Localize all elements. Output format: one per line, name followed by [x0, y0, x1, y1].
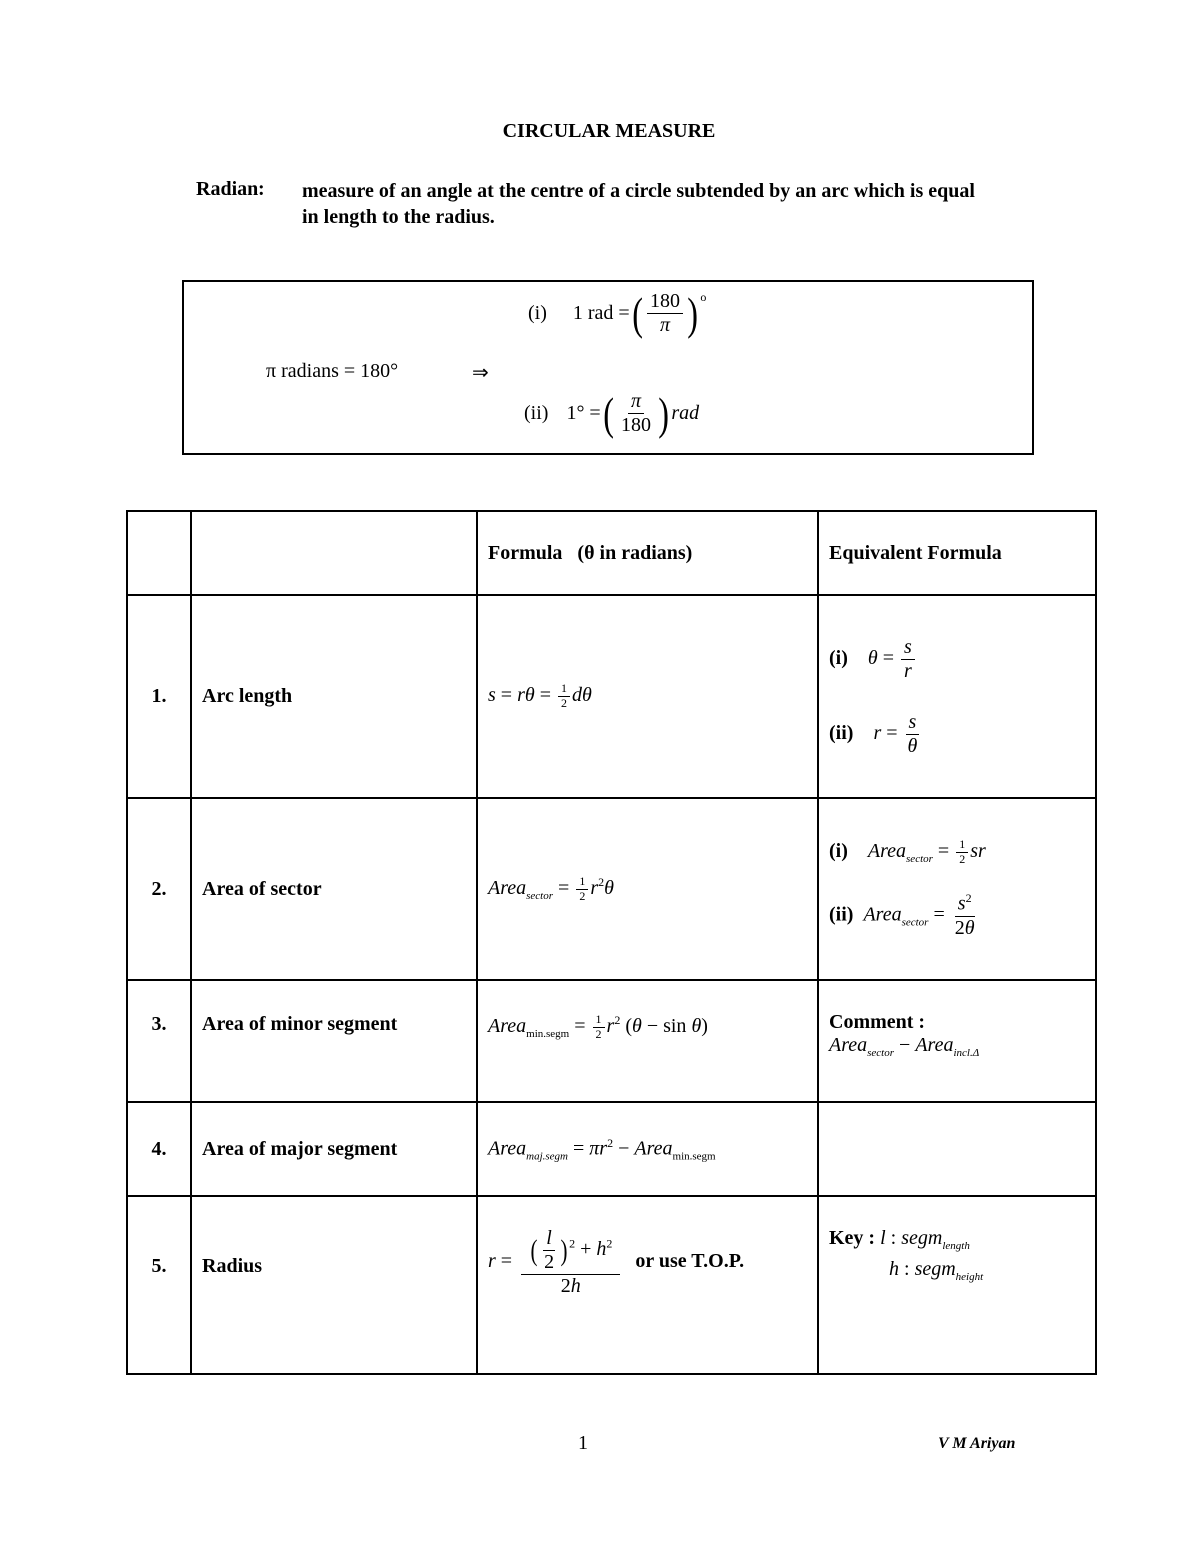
row-name: Area of minor segment — [191, 980, 477, 1102]
table-row — [127, 980, 1096, 1102]
table-row — [127, 798, 1096, 980]
implies-arrow: ⇒ — [472, 362, 489, 384]
conversion-item-2-lead: 1° = — [566, 402, 601, 424]
conversion-item-2: (ii) 1° = ( $\frac{\pi}{180}$ ) rad — [524, 387, 700, 439]
formula-radius: r = ( $\frac{l}{2}$ ) $^2 + h^2$ 2h or use T.O.P. — [477, 1196, 818, 1374]
equivalent-minor-segment: Comment : Area$_{sector}$ − Area$_{incl.\Delta}$ — [818, 980, 1096, 1102]
table-row — [127, 595, 1096, 798]
conversion-item-1-fraction: $\frac{180}{\pi}$ — [647, 290, 683, 337]
equivalent-arc-length: (i) θ = $\frac{s}{r}$ (ii) r = $\frac{s}{\theta}$ — [818, 595, 1096, 798]
row-number: 3. — [127, 980, 191, 1102]
conversion-item-2-fraction: $\frac{\pi}{180}$ — [621, 390, 652, 436]
row-name: Radius — [191, 1196, 477, 1374]
row-number: 1. — [127, 595, 191, 798]
conversion-item-1-lead: 1 rad = — [572, 302, 630, 324]
formula-minor-segment: Area$_{min.segm}$ = $\frac{1}{2}$ $r^2$ (θ − sin θ) — [477, 980, 818, 1102]
row-number: 5. — [127, 1196, 191, 1374]
header-cell — [127, 511, 191, 595]
formula-major-segment: Area$_{maj.segm}$ = $\pi r^2$ − Area$_{min.segm}$ — [477, 1102, 818, 1196]
definition-text: measure of an angle at the centre of a circle subtended by an arc which is equal in length to the radius. — [302, 180, 975, 228]
row-name: Arc length — [191, 595, 477, 798]
equivalent-major-segment — [818, 1102, 1096, 1196]
header-cell — [191, 511, 477, 595]
equivalent-radius-key: Key : l : segm$_{length}$ h : segm$_{height}$ — [818, 1196, 1096, 1374]
row-name: Area of sector — [191, 798, 477, 980]
author-signature: V M Ariyan — [938, 1435, 1016, 1452]
conversion-item-1-label: (i) — [528, 302, 547, 324]
conversion-item-2-label: (ii) — [524, 402, 549, 424]
key-label: Key : — [829, 1227, 876, 1249]
header-equivalent: Equivalent Formula — [818, 511, 1096, 595]
table-row — [127, 1102, 1096, 1196]
definition-term: Radian — [196, 178, 259, 200]
formula-arc-length: s = rθ = $\frac{1}{2}$ dθ — [477, 595, 818, 798]
equivalent-area-sector: (i) Area$_{sector}$ = $\frac{1}{2}$ sr (ii) Area$_{sector}$ = $\frac{s^2}{2\theta}$ — [818, 798, 1096, 980]
page-title: CIRCULAR MEASURE — [502, 120, 716, 142]
top-hint: or use T.O.P. — [635, 1250, 745, 1273]
table-row — [127, 1196, 1096, 1374]
comment-label: Comment : — [829, 1011, 926, 1033]
table-header-row — [127, 511, 1096, 595]
conversion-item-1: (i) 1 rad = ( $\frac{180}{\pi}$ ) $^o$ — [528, 287, 707, 339]
formula-area-sector: Area$_{sector}$ = $\frac{1}{2}$ $r^2\theta$ — [477, 798, 818, 980]
formula-table — [126, 510, 1097, 1375]
row-number: 4. — [127, 1102, 191, 1196]
conversion-box — [182, 280, 1034, 455]
definition-colon: : — [258, 178, 265, 200]
header-formula: Formula (θ in radians) — [477, 511, 818, 595]
page-number: 1 — [578, 1432, 588, 1454]
row-name: Area of major segment — [191, 1102, 477, 1196]
row-number: 2. — [127, 798, 191, 980]
conversion-lhs: π radians = 180° — [266, 360, 399, 382]
